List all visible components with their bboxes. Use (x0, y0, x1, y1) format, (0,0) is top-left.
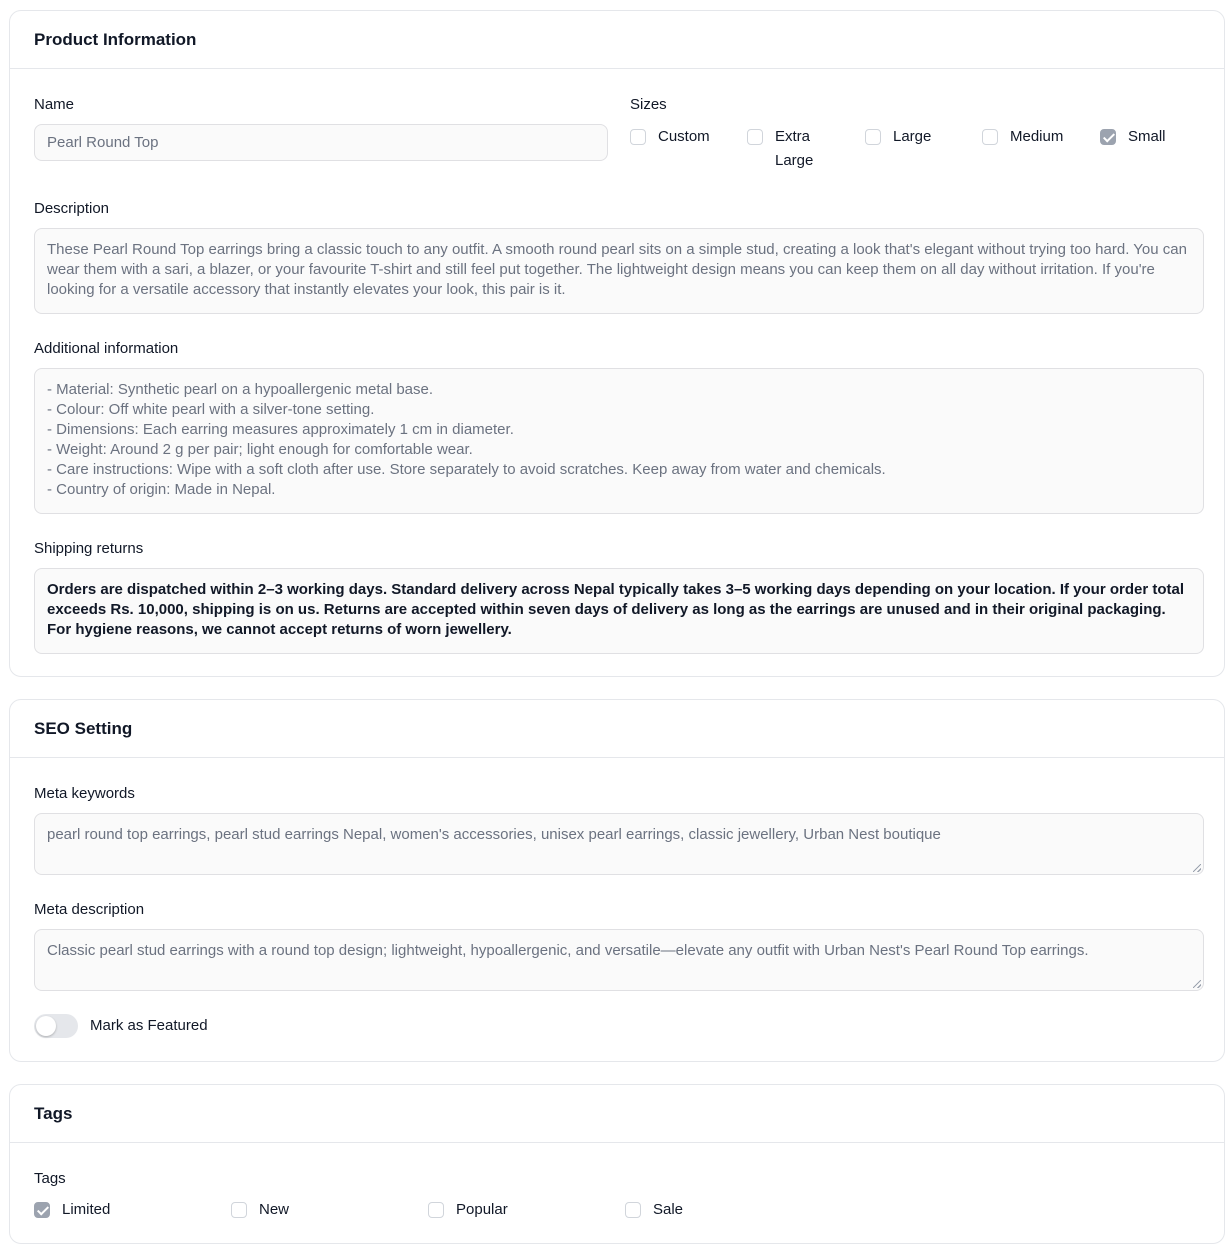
name-input[interactable]: Pearl Round Top (34, 124, 608, 161)
featured-toggle[interactable] (34, 1014, 78, 1038)
shipping-returns-textarea[interactable]: Orders are dispatched within 2–3 working days. Standard delivery across Nepal typically takes 3–5 working days depending on your location. If your order total exceeds Rs. 10,000, shipping is on us. Returns are accepted within seven days of delivery as long as the earrings are unused and in their original packaging. For hygiene reasons, we cannot accept returns of worn jewellery. (34, 568, 1204, 654)
description-label: Description (34, 200, 110, 217)
size-large-label: Large (893, 128, 932, 145)
tag-new-checkbox[interactable] (231, 1202, 247, 1218)
size-extra-large-label (775, 125, 813, 173)
tag-popular-checkbox[interactable] (428, 1202, 444, 1218)
toggle-knob (36, 1016, 56, 1036)
additional-line: - Country of origin: Made in Nepal. (47, 481, 276, 498)
shipping-returns-label: Shipping returns (34, 540, 144, 557)
name-label: Name (34, 96, 75, 113)
size-extra-large-checkbox[interactable] (747, 129, 763, 145)
tags-label: Tags (34, 1170, 66, 1187)
size-large-checkbox[interactable] (865, 129, 881, 145)
seo-setting-card (9, 699, 1225, 1062)
tag-limited-checkbox[interactable] (34, 1202, 50, 1218)
size-extra-large-label-line1: Extra (775, 128, 811, 145)
additional-line: - Care instructions: Wipe with a soft cloth after use. Store separately to avoid scratches. Keep away from water and chemicals. (47, 461, 886, 478)
seo-setting-title: SEO Setting (10, 700, 1224, 758)
size-extra-large-label-line2: Large (775, 152, 814, 169)
additional-line: - Material: Synthetic pearl on a hypoallergenic metal base. (47, 381, 434, 398)
size-small-label: Small (1128, 128, 1166, 145)
sizes-label: Sizes (630, 96, 667, 113)
tag-sale-label: Sale (653, 1201, 684, 1218)
size-small-checkbox[interactable] (1100, 129, 1116, 145)
featured-label: Mark as Featured (90, 1017, 208, 1034)
size-medium-checkbox[interactable] (982, 129, 998, 145)
tag-sale-checkbox[interactable] (625, 1202, 641, 1218)
resize-handle-icon[interactable] (1193, 980, 1201, 988)
meta-keywords-value: pearl round top earrings, pearl stud earrings Nepal, women's accessories, unisex pearl earrings, classic jewellery, Urban Nest boutique (47, 826, 941, 843)
resize-handle-icon[interactable] (1193, 864, 1201, 872)
meta-description-textarea[interactable] (34, 929, 1204, 991)
product-information-title: Product Information (10, 11, 1224, 69)
additional-info-textarea[interactable] (34, 368, 1204, 514)
tag-popular-label: Popular (456, 1201, 508, 1218)
description-textarea[interactable]: These Pearl Round Top earrings bring a classic touch to any outfit. A smooth round pearl sits on a simple stud, creating a look that's elegant without trying too hard. You can wear them with a sari, a blazer, or your favourite T-shirt and still feel put together. The lightweight design means you can keep them on all day without irritation. If you're looking for a versatile accessory that instantly elevates your look, this pair is it. (34, 228, 1204, 314)
tag-new-label: New (259, 1201, 290, 1218)
additional-line: - Colour: Off white pearl with a silver-tone setting. (47, 401, 375, 418)
meta-description-value: Classic pearl stud earrings with a round top design; lightweight, hypoallergenic, and versatile—elevate any outfit with Urban Nest's Pearl Round Top earrings. (47, 942, 1089, 959)
tags-title: Tags (10, 1085, 1224, 1143)
additional-line: - Weight: Around 2 g per pair; light enough for comfortable wear. (47, 441, 473, 458)
tags-card (9, 1084, 1225, 1244)
size-custom-label: Custom (658, 128, 710, 145)
product-information-card (9, 10, 1225, 677)
meta-keywords-label: Meta keywords (34, 785, 135, 802)
tag-limited-label: Limited (62, 1201, 111, 1218)
size-custom-checkbox[interactable] (630, 129, 646, 145)
meta-keywords-textarea[interactable] (34, 813, 1204, 875)
additional-line: - Dimensions: Each earring measures approximately 1 cm in diameter. (47, 421, 514, 438)
meta-description-label: Meta description (34, 901, 145, 918)
additional-info-label: Additional information (34, 340, 179, 357)
size-medium-label: Medium (1010, 128, 1064, 145)
